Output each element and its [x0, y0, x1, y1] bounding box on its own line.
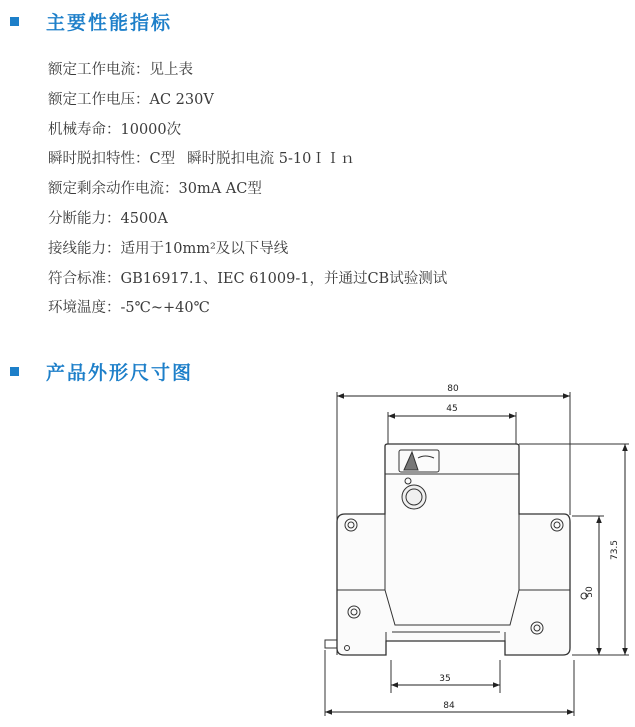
dim-label-handle-width: 45	[446, 404, 458, 414]
spec-label: 额定工作电压：	[48, 91, 150, 108]
spec-label: 瞬时脱扣特性：	[48, 151, 150, 168]
spec-label: 额定剩余动作电流：	[48, 181, 179, 198]
spec-value: C型	[149, 151, 176, 168]
dim-label-overall-width-top: 80	[447, 384, 459, 394]
spec-label: 环境温度：	[48, 300, 121, 317]
spec-value: GB16917.1、IEC 61009-1，并通过CB试验测试	[120, 270, 448, 287]
specs-section-title: 主要性能指标	[46, 12, 173, 34]
spec-value: 30mA AC型	[178, 181, 262, 198]
breaker-outline	[337, 444, 570, 655]
dim-label-height-body: 50	[585, 586, 595, 598]
spec-label: 机械寿命：	[48, 121, 121, 138]
spec-extra: 瞬时脱扣电流 5-10ＩＩｎ	[187, 151, 355, 168]
dim-label-rail-width: 35	[439, 674, 451, 684]
spec-label: 符合标准：	[48, 270, 121, 287]
drawing-section-title: 产品外形尺寸图	[46, 362, 194, 384]
spec-label: 接线能力：	[48, 240, 121, 257]
spec-label: 分断能力：	[48, 210, 121, 227]
spec-value: 见上表	[149, 62, 193, 78]
spec-value: -5℃~+40℃	[120, 300, 210, 317]
spec-value: 4500A	[120, 210, 168, 227]
spec-label: 额定工作电流：	[48, 62, 150, 78]
spec-value: 适用于10mm²及以下导线	[120, 240, 289, 257]
dim-label-height-total: 73.5	[610, 539, 620, 561]
spec-value: 10000次	[120, 121, 182, 138]
spec-value: AC 230V	[149, 91, 214, 108]
dim-label-overall-width-bottom: 84	[443, 701, 455, 711]
